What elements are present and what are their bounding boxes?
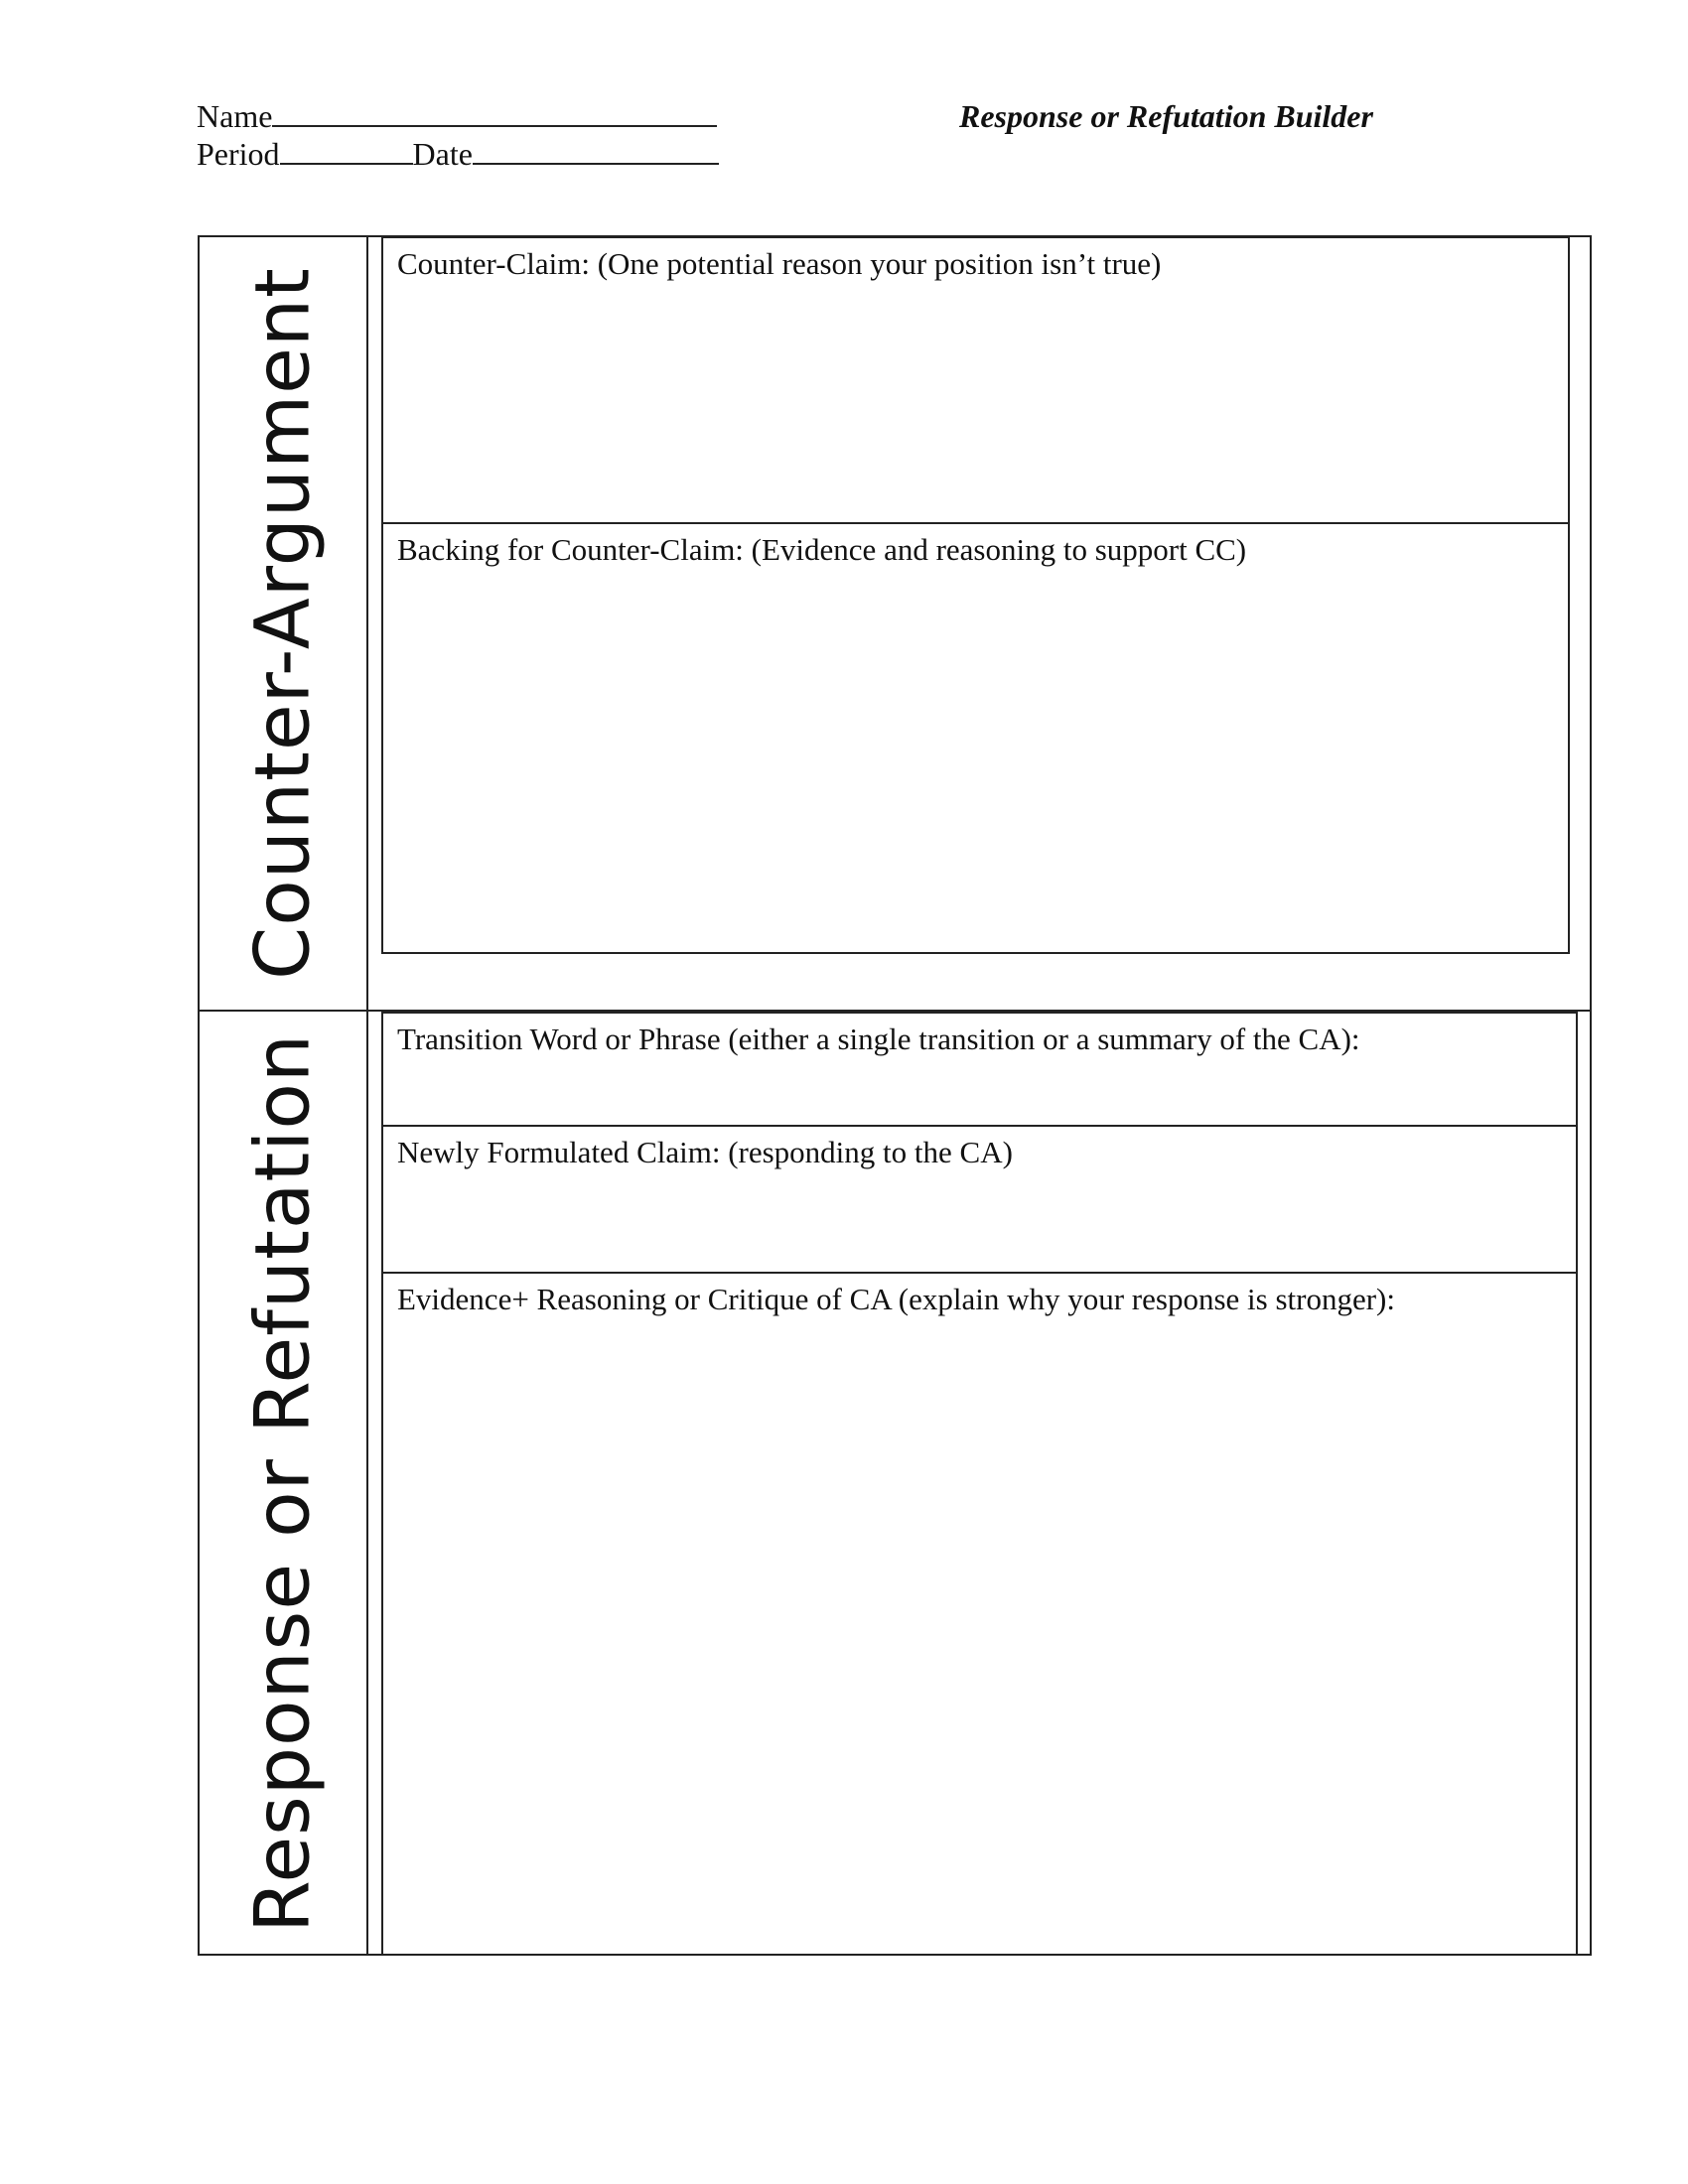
new-claim-prompt: Newly Formulated Claim: (responding to the CA)	[397, 1135, 1013, 1169]
student-info-header	[197, 97, 719, 173]
name-line	[197, 97, 719, 135]
counter-argument-text: Counter-Argument	[237, 267, 327, 980]
response-refutation-text: Response or Refutation	[237, 1032, 327, 1933]
period-blank[interactable]	[280, 135, 413, 165]
name-label: Name	[197, 98, 273, 134]
counter-argument-label	[198, 237, 366, 1010]
response-refutation-label	[198, 1012, 366, 1954]
counter-claim-backing-field[interactable]	[383, 522, 1568, 952]
new-claim-field[interactable]	[383, 1125, 1576, 1272]
period-label: Period	[197, 136, 280, 172]
date-label: Date	[412, 136, 473, 172]
transition-prompt: Transition Word or Phrase (either a single transition or a summary of the CA):	[397, 1022, 1360, 1056]
name-blank[interactable]	[272, 97, 717, 127]
period-date-line	[197, 135, 719, 173]
response-box	[381, 1012, 1578, 1956]
label-column-divider	[366, 235, 368, 1956]
counter-claim-backing-prompt: Backing for Counter-Claim: (Evidence and reasoning to support CC)	[397, 532, 1247, 567]
counter-claim-field[interactable]	[383, 238, 1568, 522]
worksheet-title: Response or Refutation Builder	[959, 98, 1373, 134]
evidence-reasoning-field[interactable]	[383, 1272, 1576, 1954]
counter-claim-prompt: Counter-Claim: (One potential reason your position isn’t true)	[397, 246, 1162, 281]
transition-field[interactable]	[383, 1014, 1576, 1125]
counter-argument-box	[381, 236, 1570, 954]
evidence-reasoning-prompt: Evidence+ Reasoning or Critique of CA (explain why your response is stronger):	[397, 1282, 1395, 1316]
date-blank[interactable]	[473, 135, 719, 165]
